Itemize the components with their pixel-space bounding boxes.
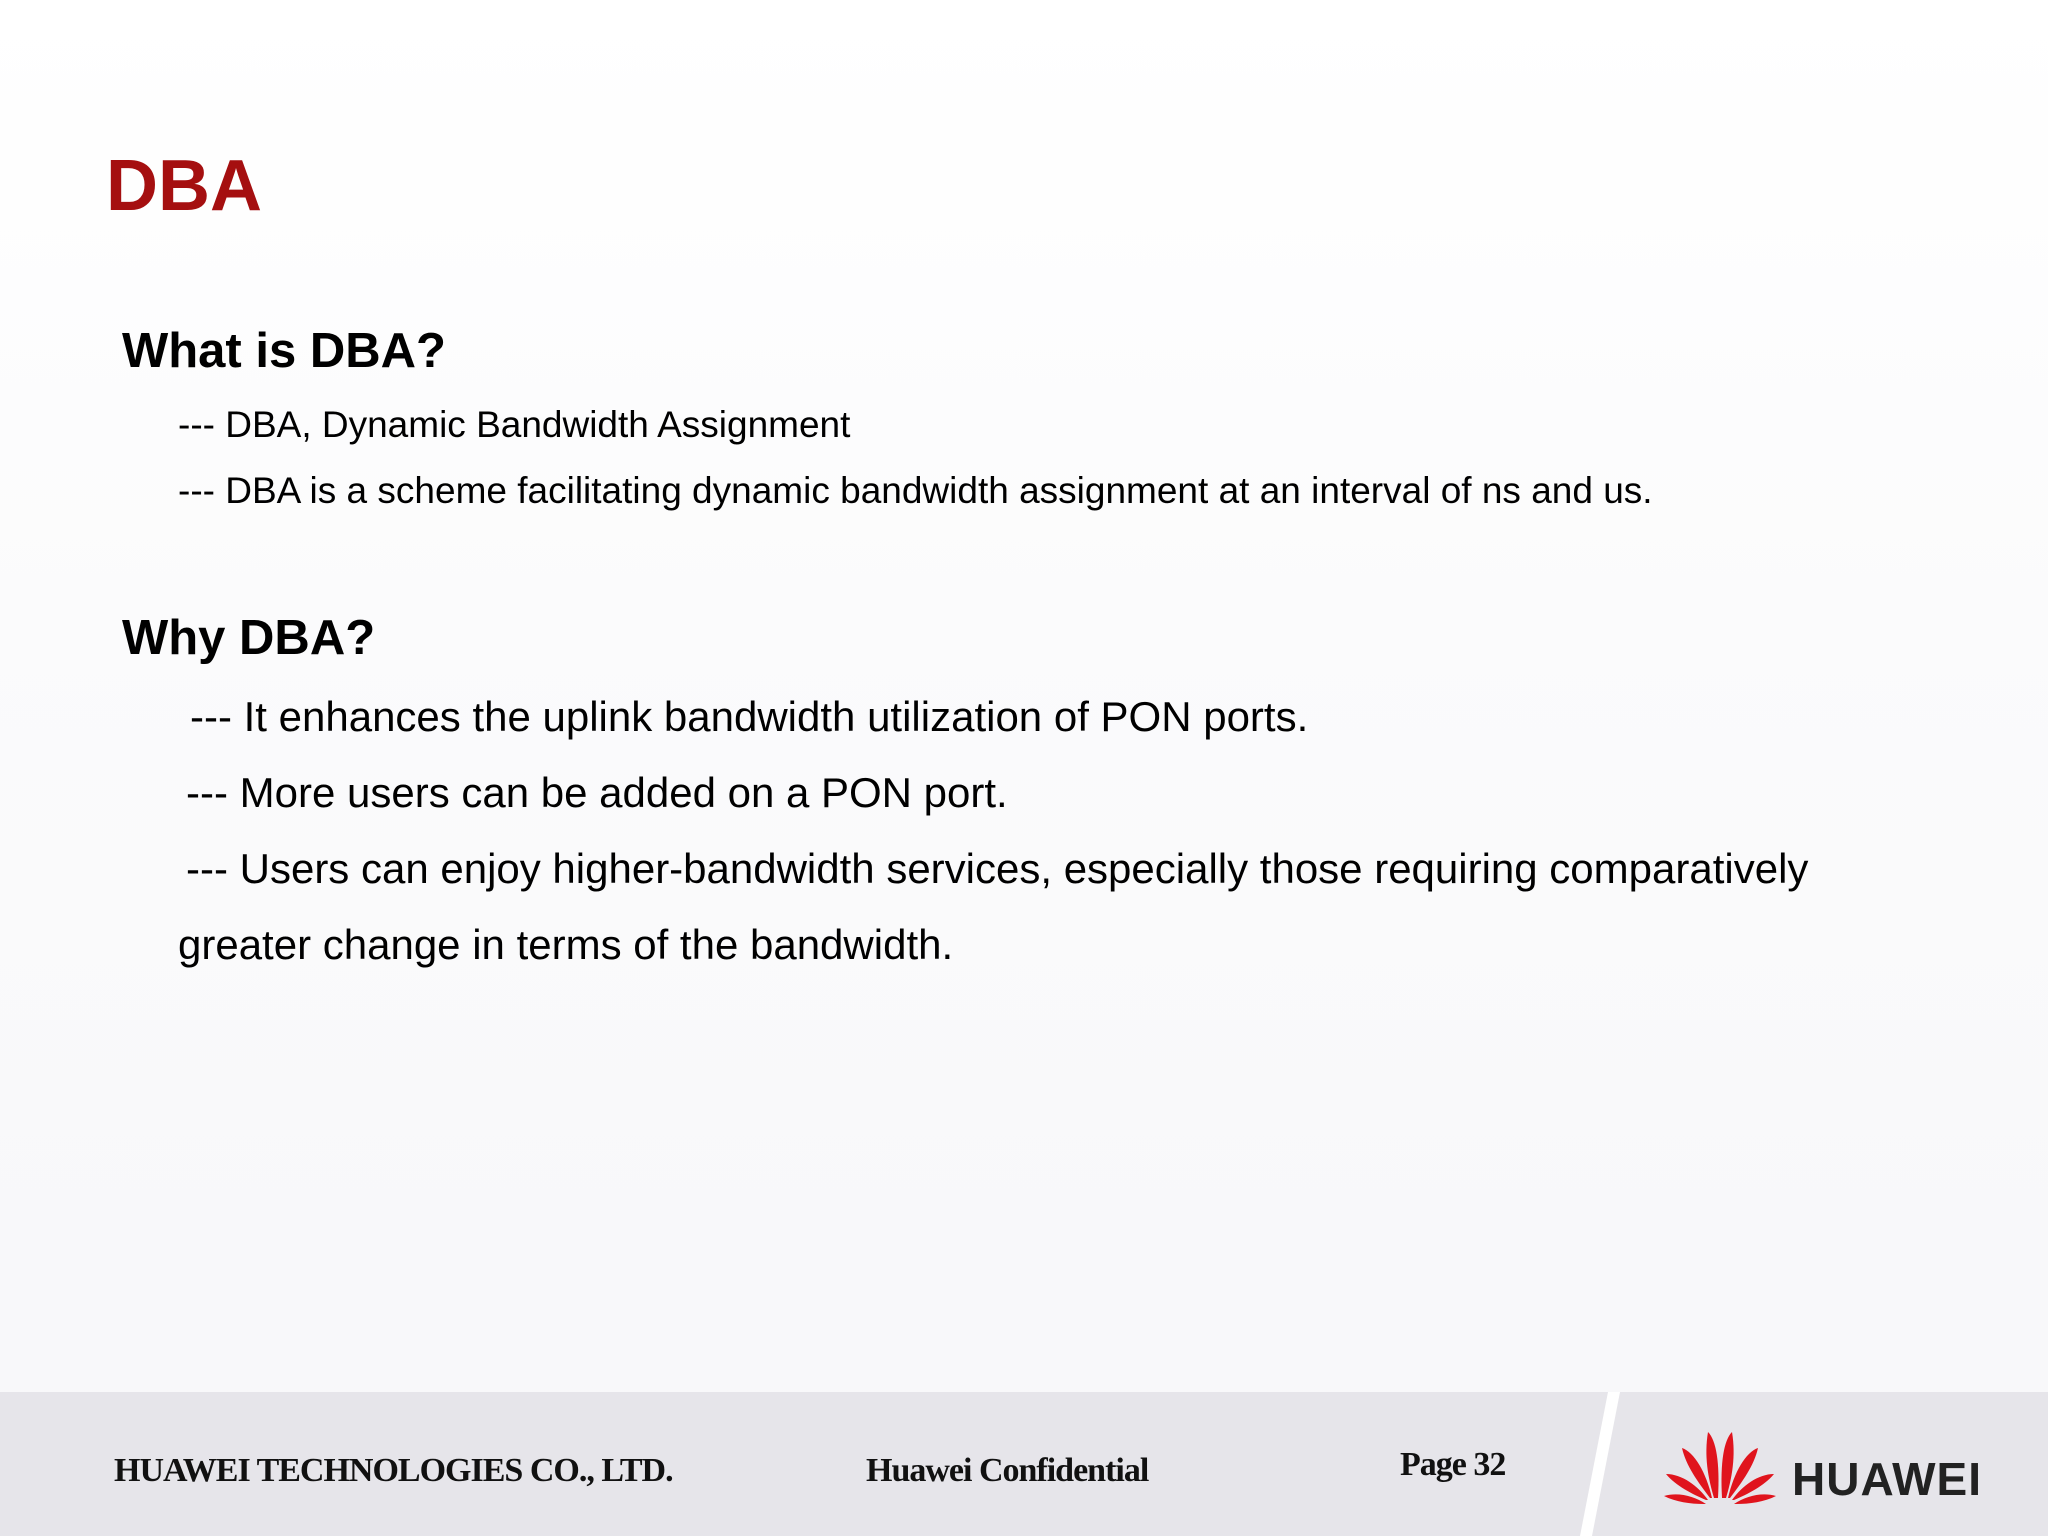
section1-line-2: --- DBA is a scheme facilitating dynamic bandwidth assignment at an interval of ns and us.: [178, 470, 1653, 511]
section-heading-why: Why DBA?: [122, 611, 376, 665]
section-heading-what: What is DBA?: [122, 324, 446, 378]
section2-line-3: --- Users can enjoy higher-bandwidth services, especially those requiring comparatively: [186, 845, 1809, 892]
section1-line-1: --- DBA, Dynamic Bandwidth Assignment: [178, 404, 851, 445]
section2-line-1: --- It enhances the uplink bandwidth utilization of PON ports.: [190, 693, 1309, 740]
footer-confidential: Huawei Confidential: [866, 1452, 1149, 1489]
slide-title: DBA: [106, 146, 262, 226]
huawei-logo-text: HUAWEI: [1792, 1453, 1982, 1505]
huawei-flower-icon: [1664, 1426, 1776, 1506]
footer-page-number: Page 32: [1400, 1446, 1506, 1483]
section2-line-2: --- More users can be added on a PON port.: [186, 769, 1008, 816]
section2-line-4: greater change in terms of the bandwidth.: [178, 921, 954, 968]
footer-divider: [1580, 1392, 1620, 1536]
footer-company: HUAWEI TECHNOLOGIES CO., LTD.: [114, 1452, 673, 1489]
